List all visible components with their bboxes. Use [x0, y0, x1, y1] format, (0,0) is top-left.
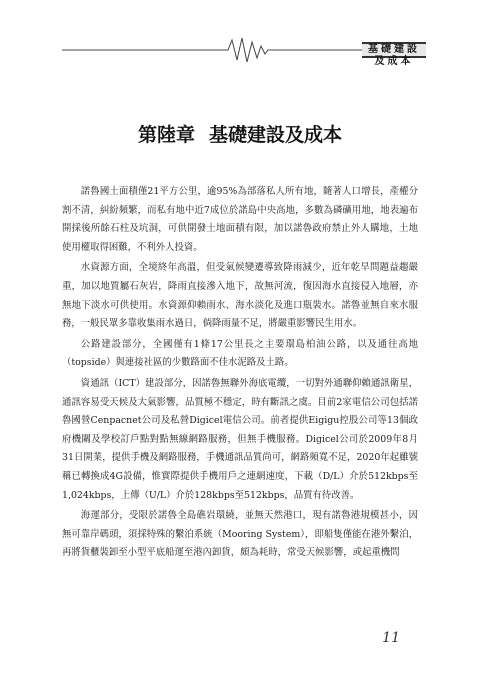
chapter-number: 第陸章 [137, 124, 195, 146]
section-label: 基礎建設及成本 [362, 42, 426, 58]
paragraph: 諾魯國土面積僅21平方公里，逾95%為部落私人所有地，隨著人口增長，產權分割不清，糾紛頻繁，而私有地中近7成位於諾島中央高地，多數為磷礦用地，地表遍布開採後所餘石柱及坑洞，可供開發土地面積有限，加以諾魯政府禁止外人購地，土地使用權取得困難，不利外人投資。 [62, 186, 418, 253]
running-header [62, 36, 426, 67]
paragraph: 水資源方面，全境終年高溫，但受氣候變遷導致降雨減少，近年乾旱問題益趨嚴重，加以地質屬石灰岩，降雨直接滲入地下，故無河流，復因海水直接侵入地層，亦無地下淡水可供使用。水資源仰賴雨水、海水淡化及進口瓶裝水。諾魯並無自來水服務，一般民眾多靠收集雨水過日，倘降雨量不足，將嚴重影響民生用水。 [62, 262, 418, 330]
chapter-title: 基礎建設及成本 [209, 124, 343, 146]
chapter-heading [0, 120, 480, 147]
heartbeat-line-ornament [62, 36, 362, 64]
body-text [62, 183, 418, 565]
paragraph: 海運部分，受限於諾魯全島礁岩環繞，並無天然港口，現有諾魯港規模甚小，因無可靠岸碼頭，須採特殊的繫泊系統（Mooring System），即船隻僅能在港外繫泊，再將貨櫃裝卸至小型平底船運至港內卸貨，頗為耗時，常受天候影響，或起重機問 [62, 510, 418, 559]
paragraph: 公路建設部分，全國僅有1條17公里長之主要環島柏油公路，以及通往高地（topside）與連接社區的少數路面不佳水泥路及土路。 [62, 338, 418, 369]
paragraph: 資通訊（ICT）建設部分，因諾魯無聯外海底電纜，一切對外通聯仰賴通訊衛星，通訊容易受天候及大氣影響，品質極不穩定，時有斷訊之虞。目前2家電信公司包括諾魯國營Cenpacnet公司及私營Digicel電信公司。前者提供Eigigu控股公司等13個政府機關及學校訂戶點對點無線網路服務，但無手機服務。Digicel公司於2009年8月31日開業，提供手機及網路服務，手機通訊品質尚可，網路頻寬不足，2020年起雖號稱已轉換成4G設備，惟實際提供手機用戶之連網速度，下載（D/L）介於512kbps至1,024kbps，上傳（U/L）介於128kbps至512kbps，品質有待改善。 [62, 377, 418, 501]
page-number: 11 [382, 630, 400, 646]
